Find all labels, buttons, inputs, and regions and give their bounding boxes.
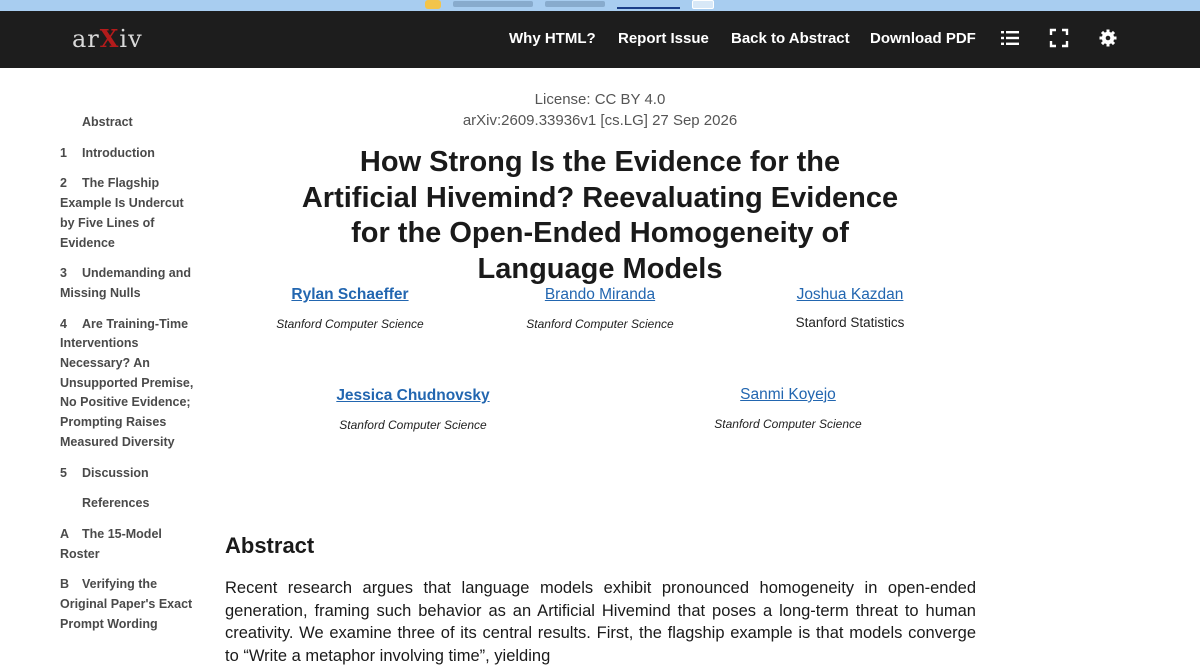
abstract-text: Recent research argues that language models exhibit pronounced homogeneity in open-ended generation, framing such behavior as an Artificial Hivemind that poses a long-term threat to human creativity. We examine three of its central results. First, the flagship example is that models converge to “Write a metaphor involving time”, yielding: [225, 579, 976, 665]
author-card: [720, 286, 980, 330]
toc-item-flagship-example[interactable]: 2 The Flagship Example Is Undercut by Five Lines of Evidence: [60, 176, 184, 250]
abstract-heading: Abstract: [225, 533, 315, 558]
arxiv-logo[interactable]: arXiv: [72, 24, 143, 53]
author-affiliation: Stanford Statistics: [795, 315, 905, 330]
toc-item-introduction[interactable]: 1 Introduction: [60, 145, 155, 160]
table-of-contents-icon[interactable]: [999, 27, 1021, 49]
author-name-link[interactable]: Brando Miranda: [544, 286, 656, 303]
paper-title: How Strong Is the Evidence for the Artificial Hivemind? Reevaluating Evidence for the Open-Ended Homogeneity of Language Models: [301, 146, 899, 285]
author-card: [283, 387, 543, 432]
banner-close-button[interactable]: [692, 0, 714, 9]
nav-download-pdf-link[interactable]: Download PDF: [870, 30, 976, 47]
nav-report-issue-link[interactable]: Report Issue: [618, 30, 709, 47]
author-affiliation: Stanford Computer Science: [276, 317, 424, 331]
arxiv-id-line: arXiv:2609.33936v1 [cs.LG] 27 Sep 2026: [462, 112, 738, 129]
author-affiliation: Stanford Computer Science: [339, 418, 487, 432]
toc-item-abstract[interactable]: Abstract: [82, 115, 133, 129]
toc-item-prompt-wording[interactable]: B Verifying the Original Paper's Exact Prompt Wording: [60, 577, 193, 631]
author-affiliation: Stanford Computer Science: [714, 417, 862, 431]
top-navbar: [0, 11, 1200, 68]
toc-item-training-time-interventions[interactable]: 4 Are Training-Time Interventions Necessary? An Unsupported Premise, No Positive Evidence; Prompting Raises Measured Diversity: [60, 316, 194, 449]
license-line: License: CC BY 4.0: [534, 91, 666, 108]
author-affiliation: Stanford Computer Science: [526, 317, 674, 331]
nav-why-html-link[interactable]: Why HTML?: [509, 30, 596, 47]
author-card: [220, 286, 480, 331]
toc-item-discussion[interactable]: 5 Discussion: [60, 465, 149, 480]
banner-emoji-icon: [425, 0, 441, 9]
fullscreen-icon[interactable]: [1048, 27, 1070, 49]
author-name-link[interactable]: Rylan Schaeffer: [291, 286, 409, 303]
announcement-banner: [0, 0, 1200, 11]
author-card: [658, 386, 918, 431]
toc-item-model-roster[interactable]: A The 15-Model Roster: [60, 526, 162, 561]
toc-item-undemanding-nulls[interactable]: 3 Undemanding and Missing Nulls: [60, 266, 192, 300]
banner-link[interactable]: [617, 7, 680, 9]
table-of-contents: [60, 113, 200, 645]
author-name-link[interactable]: Sanmi Koyejo: [740, 386, 836, 403]
author-name-link[interactable]: Jessica Chudnovsky: [336, 387, 490, 404]
author-card: [470, 286, 730, 331]
author-name-link[interactable]: Joshua Kazdan: [796, 286, 904, 303]
toc-item-references[interactable]: References: [82, 496, 150, 511]
settings-gear-icon[interactable]: [1097, 27, 1119, 49]
nav-back-to-abstract-link[interactable]: Back to Abstract: [731, 30, 850, 47]
